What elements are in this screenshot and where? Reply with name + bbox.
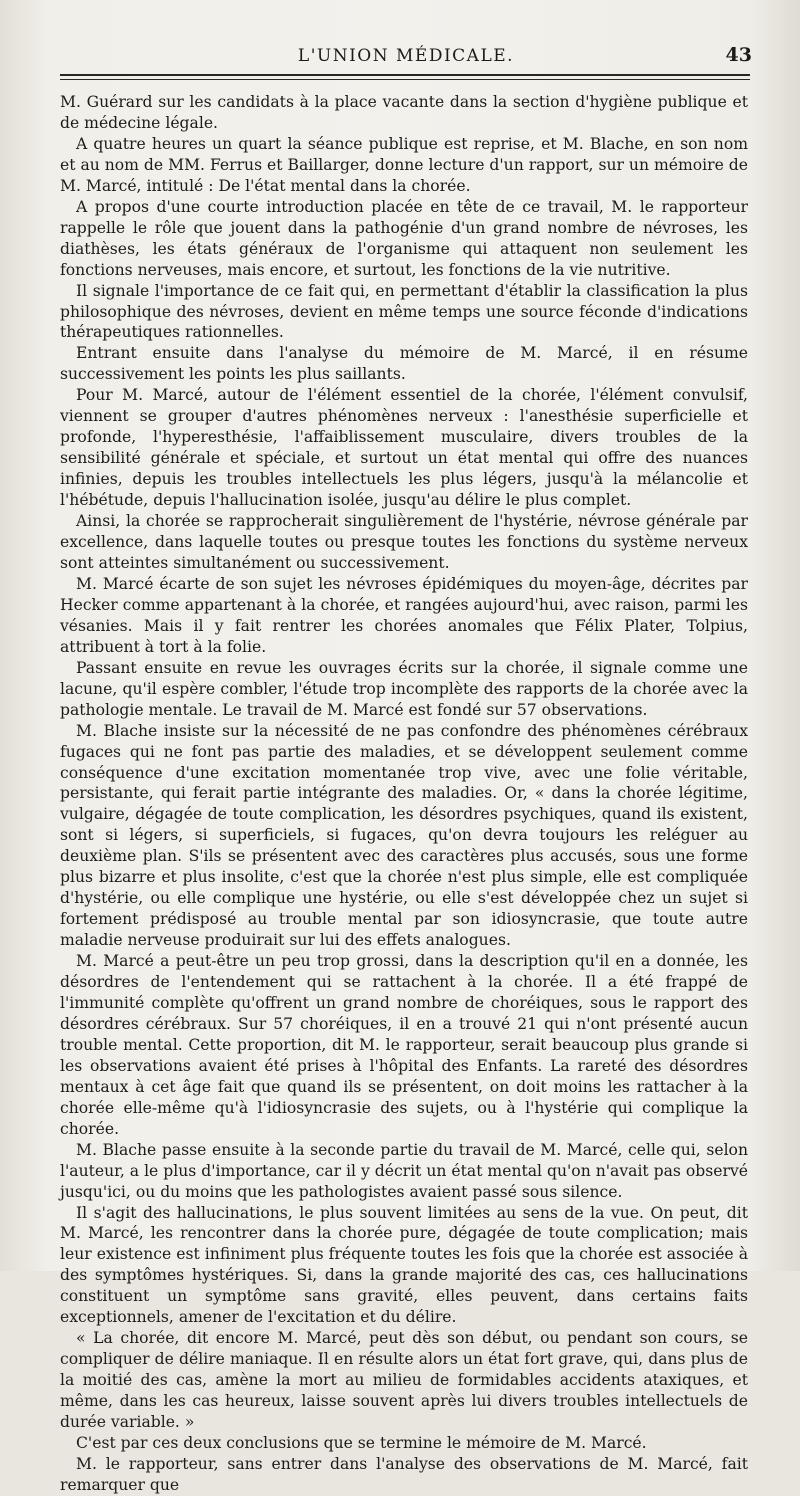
paragraph-14: « La chorée, dit encore M. Marcé, peut dès son début, ou pendant son cours, se compliquer de délire maniaque. Il en résulte alors un état fort grave, qui, dans plus de la moitié des cas, amène la mort au milieu de formidables accidents ataxiques, et même, dans les cas heureux, laisse souvent après lui divers troubles intellectuels de durée variable. » [60, 1329, 748, 1432]
paragraph-1: M. Guérard sur les candidats à la place vacante dans la section d'hygiène publique et de médecine légale. [60, 93, 748, 132]
paragraph-2: A quatre heures un quart la séance publique est reprise, et M. Blache, en son nom et au nom de MM. Ferrus et Baillarger, donne lecture d'un rapport, sur un mémoire de M. Marcé, intitulé : De l'état mental dans la chorée. [60, 134, 748, 195]
paragraph-15: C'est par ces deux conclusions que se termine le mémoire de M. Marcé. [76, 1434, 647, 1452]
paragraph-8: M. Marcé écarte de son sujet les névroses épidémiques du moyen-âge, décrites par Hecker comme appartenant à la chorée, et rangées aujourd'hui, avec raison, parmi les vésanies. Mais il y fait rentrer les chorées anomales que Félix Plater, Tolpius, attribuent à tort à la folie. [60, 574, 748, 656]
page-number: 43 [725, 44, 752, 66]
paragraph-5: Entrant ensuite dans l'analyse du mémoire de M. Marcé, il en résume successivement les points les plus saillants. [60, 344, 748, 384]
header-rule [60, 74, 750, 80]
body-text [60, 92, 748, 1496]
paragraph-7: Ainsi, la chorée se rapprocherait singulièrement de l'hystérie, névrose générale par excellence, dans laquelle toutes ou presque toutes les fonctions du système nerveux sont atteintes simultanément ou successivement. [60, 512, 748, 572]
paragraph-9: Passant ensuite en revue les ouvrages écrits sur la chorée, il signale comme une lacune, qu'il espère combler, l'étude trop incomplète des rapports de la chorée avec la pathologie mentale. Le travail de M. Marcé est fondé sur 57 observations. [60, 658, 748, 719]
paragraph-4: Il signale l'importance de ce fait qui, en permettant d'établir la classification la plus philosophique des névroses, devient en même temps une source féconde d'indications thérapeutiques rationnelles. [60, 281, 748, 342]
paragraph-10: M. Blache insiste sur la nécessité de ne pas confondre des phénomènes cérébraux fugaces qui ne font pas partie des maladies, et se développent seulement comme conséquence d'une excitation momentanée trop vive, avec une folie véritable, persistante, qui ferait partie intégrante des maladies. Or, « dans la chorée légitime, vulgaire, dégagée de toute complication, les désordres psychiques, quand ils existent, sont si légers, si superficiels, si fugaces, qu'on devra toujours les reléguer au deuxième plan. S'ils se présentent avec des caractères plus accusés, sous une forme plus bizarre et plus insolite, c'est que la chorée n'est plus simple, elle est compliquée d'hystérie, ou elle complique une hystérie, ou elle s'est développée chez un sujet si fortement prédisposé au trouble mental par son idiosyncrasie, que toute autre maladie nerveuse produirait sur lui des effets analogues. [60, 721, 748, 950]
paragraph-6: Pour M. Marcé, autour de l'élément essentiel de la chorée, l'élément convulsif, viennent se grouper d'autres phénomènes nerveux : l'anesthésie superficielle et profonde, l'hyperesthésie, l'affaiblissement musculaire, divers troubles de la sensibilité générale et spéciale, et surtout un état mental qui offre des nuances infinies, depuis les troubles intellectuels les plus légers, jusqu'à la mélancolie et l'hébétude, depuis l'hallucination isolée, jusqu'au délire le plus complet. [60, 386, 748, 510]
running-title: L'UNION MÉDICALE. [297, 46, 515, 66]
paragraph-16: M. le rapporteur, sans entrer dans l'analyse des observations de M. Marcé, fait remarquer que [60, 1454, 748, 1494]
paragraph-3: A propos d'une courte introduction placée en tête de ce travail, M. le rapporteur rappelle le rôle que jouent dans la pathogénie d'un grand nombre de névroses, les diathèses, les états généraux de l'organisme qui attaquent non seulement les fonctions nerveuses, mais encore, et surtout, les fonctions de la vie nutritive. [60, 197, 748, 279]
paragraph-11: M. Marcé a peut-être un peu trop grossi, dans la description qu'il en a donnée, les désordres de l'entendement qui se rattachent à la chorée. Il a été frappé de l'immunité complète qu'offrent un grand nombre de choréiques, sous le rapport des désordres cérébraux. Sur 57 choréiques, il en a trouvé 21 qui n'ont présenté aucun trouble mental. Cette proportion, dit M. le rapporteur, serait beaucoup plus grande si les observations avaient été prises à l'hôpital des Enfants. La rareté des désordres mentaux à cet âge fait que quand ils se présentent, on doit moins les rattacher à la chorée elle-même qu'à l'idiosyncrasie des sujets, ou à l'hystérie qui complique la chorée. [60, 952, 748, 1138]
paragraph-13: Il s'agit des hallucinations, le plus souvent limitées au sens de la vue. On peut, dit M. Marcé, les rencontrer dans la chorée pure, dégagée de toute complication; mais leur existence est infiniment plus fréquente toutes les fois que la chorée est associée à des symptômes hystériques. Si, dans la grande majorité des cas, ces hallucinations constituent un symptôme sans gravité, elles peuvent, dans certains faits exceptionnels, amener de l'excitation et du délire. [60, 1203, 748, 1327]
paragraph-12: M. Blache passe ensuite à la seconde partie du travail de M. Marcé, celle qui, selon l'auteur, a le plus d'importance, car il y décrit un état mental qu'on n'avait pas observé jusqu'ici, ou du moins que les pathologistes avaient passé sous silence. [60, 1140, 748, 1201]
